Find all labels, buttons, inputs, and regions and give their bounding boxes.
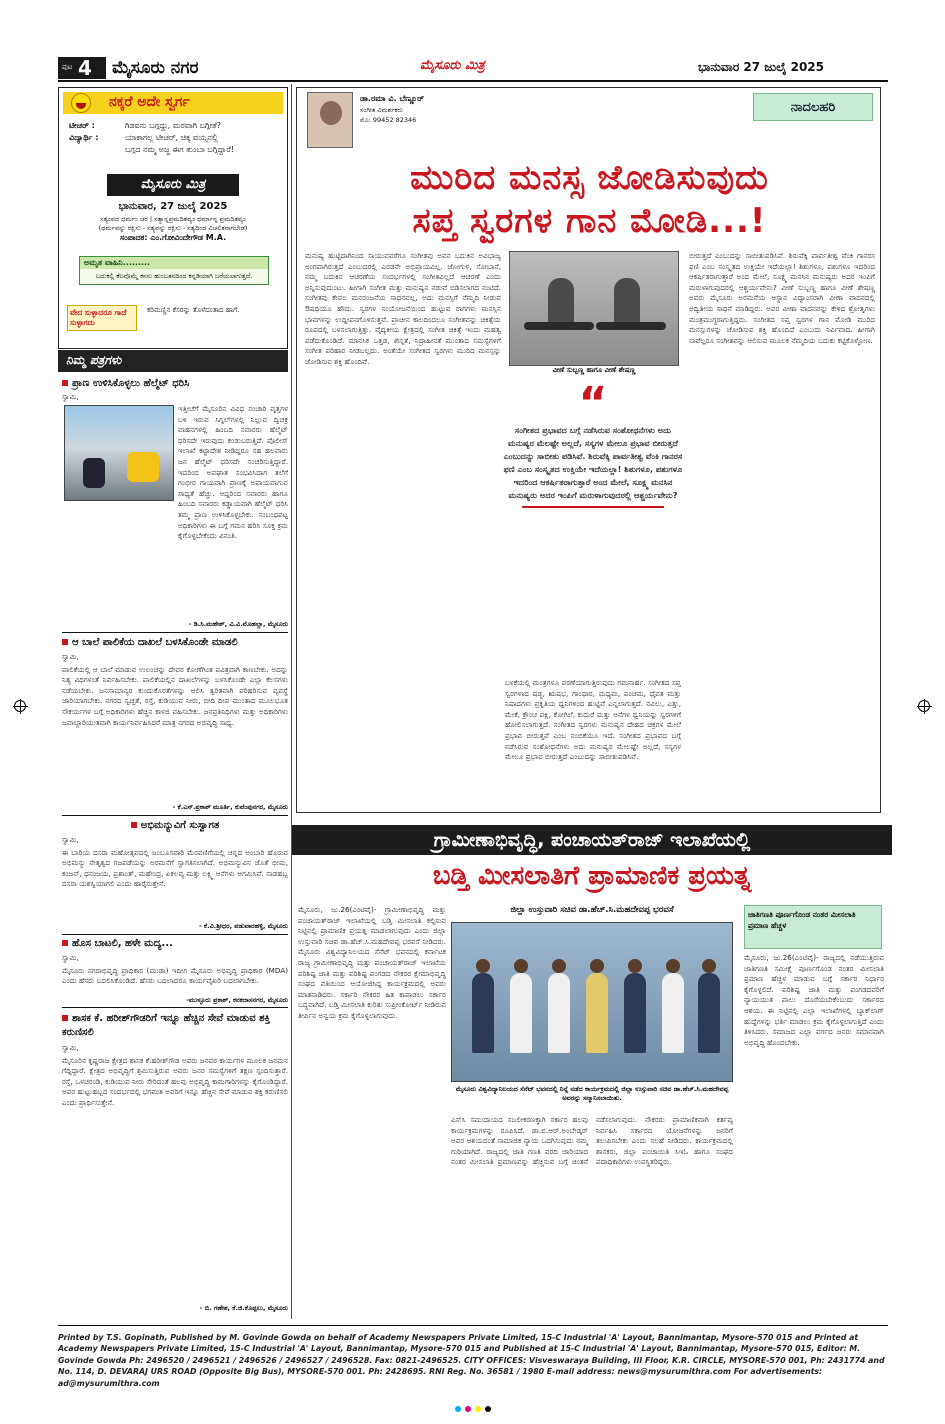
musician-figure xyxy=(548,278,574,326)
joke-line: ಟೀಚರ್ : ಗಿಡವನು ಬಗ್ಗದ್ದು, ಮರವಾಗಿ ಬಗ್ಗೀತೆ? xyxy=(69,121,221,130)
header-date: ಭಾನುವಾರ 27 ಜುಲೈ 2025 xyxy=(698,60,824,74)
article-headline-2: ಸಪ್ತ ಸ್ವರಗಳ ಗಾನ ಮೋಡಿ...! xyxy=(412,201,767,241)
joke-line: ವಿದ್ಯಾರ್ಥಿ : ಯಾಕಾಗಲ್ಲ ಟೀಚರ್, ಚಿಕ್ಕ ವಯ್ಸನಲ್ಲಿ xyxy=(69,133,218,142)
letter-body: ಸ್ವಾಮಿ, ಈ ಬಾರಿಯ ದಸರಾ ಮಹೋತ್ಸವದಲ್ಲಿ ಜಂಬೂಸವಾರಿ ಮೆರವಣಿಗೆಯಲ್ಲಿ ಚಿನ್ನದ ಅಂಬಾರಿ ಹೊರುವ ಅಭಿಮನ್ಯು ನೇತೃತ್ವದ ಗಜಪಡೆಯನ್ನು ಅರಮನೆಗೆ ಸ್ವಾಗತಿಸಲಾಗಿದೆ. ಅಭಿಮನ್ಯುವಿನ ಜೊತೆ ಭೀಮ, ಕಂಜನ್, ಧನಂಜಯ, ಪ್ರಶಾಂತ್, ಮಹೇಂದ್ರ, ಏಕಲವ್ಯ ಮತ್ತು ಲಕ್ಷ್ಮಿ ಆನೆಗಳು ಆಗಮಿಸಿವೆ. ನಾಡಹಬ್ಬ ದಸರಾ ಯಶಸ್ವಿಯಾಗಲಿ ಎಂದು ಹಾರೈಸುತ್ತೇನೆ. xyxy=(62,835,288,889)
joke-line: ಬಗ್ಗದ ನಮ್ಮ ಅಜ್ಜ ಈಗ ತುಂಬಾ ಬಗ್ಗಿದ್ದಾರೆ! xyxy=(125,145,235,154)
article-column-1: ಮನುಷ್ಯ ಹುಟ್ಟಿದಾಗಿನಿಂದ ಸಾಯುವವರೆಗೂ ಸಂಗೀತವು ಅವನ ಬದುಕಿನ ಅವಿಭಾಜ್ಯ ಅಂಗವಾಗಿರುತ್ತದೆ ಎಂಬುದರಲ್ಲಿ ಎರಡನೇ ಅಭಿಪ್ರಾಯವಿಲ್ಲ. ಜೋಗುಳ, ಸೋಬಾನೆ, ನಮ್ಮ ಬದುಕಿನ ಆಚರಣೆಯ ಸಂದರ್ಭಗಳಲ್ಲಿ ಸಂಗೀತವಿಲ್ಲದೆ ಆಚರಣೆ ಎಂದು ಅನ್ನಿಸುವುದುಂಟು. ಹೀಗಾಗಿ ಸಂಗೀತ ಮತ್ತು ಮನುಷ್ಯನ ನಡುವೆ ಬಿಡಿಸಲಾಗದ ನಂಟಿದೆ. ಸಂಗೀತವು ಕೇವಲ ಮನರಂಜನೆಯ ಸಾಧನವಲ್ಲ, ಅದು ಮನಸ್ಸಿಗೆ ನೆಮ್ಮದಿ ನೀಡುವ ಔಷಧಿಯೂ ಹೌದು. ಸ್ವರಗಳ ಸಂಯೋಜನೆಯಿಂದ ಹುಟ್ಟುವ ರಾಗಗಳು ಮನಸ್ಸಿನ ಭಾವಗಳನ್ನು ಉದ್ದೀಪನಗೊಳಿಸುತ್ತವೆ. ಪ್ರಾಚೀನ ಕಾಲದಿಂದಲೂ ಸಂಗೀತವನ್ನು ಚಿಕಿತ್ಸೆಯ ರೂಪದಲ್ಲಿ ಬಳಸಲಾಗುತ್ತಿತ್ತು. ವೈದ್ಯಕೀಯ ಕ್ಷೇತ್ರದಲ್ಲಿ ಸಂಗೀತ ಚಿಕಿತ್ಸೆ ಇಂದು ಮಹತ್ವ ಪಡೆದುಕೊಂಡಿದೆ. ಮಾನಸಿಕ ಒತ್ತಡ, ಖಿನ್ನತೆ, ನಿದ್ರಾಹೀನತೆ ಮುಂತಾದ ಸಮಸ್ಯೆಗಳಿಗೆ ಸಂಗೀತ ಪರಿಹಾರ ನೀಡಬಲ್ಲದು. ಅಂತೆಯೇ ಸಂಗೀತದ ಸ್ವರಗಳು ಮುರಿದ ಮನಸ್ಸನ್ನು ಜೋಡಿಸುವ ಶಕ್ತಿ ಹೊಂದಿವೆ. xyxy=(305,251,501,366)
page-label: ಪುಟ xyxy=(62,63,73,71)
joke-lines xyxy=(69,120,281,156)
smiley-icon xyxy=(71,93,91,113)
registration-mark-icon xyxy=(918,700,930,712)
proverb-text: ಕರಿಮಣ್ಣಿನ ಕೆಸರನ್ನು ತೊಳೆದಂತಾದ ಹಾಗೆ. xyxy=(147,306,240,314)
masthead-logo: ಮೈಸೂರು ಮಿತ್ರ xyxy=(107,174,239,196)
proverb-label: ವೇದ ಸುಳ್ಳಾದರೂ ಗಾದೆ ಸುಳ್ಳಾಗದು xyxy=(67,305,137,331)
amrutha-title: ಅಮೃತ ವಾಹಿನಿ......... xyxy=(80,257,268,269)
article2-photo-headline: ಜಿಲ್ಲಾ ಉಸ್ತುವಾರಿ ಸಚಿವ ಡಾ.ಹೆಚ್.ಸಿ.ಮಹದೇವಪ್ಪ ಭರವಸೆ xyxy=(510,905,674,915)
article2-column-2: ಎಸ್‌ಸಿ ಸಮುದಾಯದ ಸಬಲೀಕರಣಕ್ಕಾಗಿ ಸರ್ಕಾರ ಹಲವು ಕಾರ್ಯಕ್ರಮಗಳನ್ನು ರೂಪಿಸಿದೆ. ಡಾ.ಬಿ.ಆರ್.ಅಂಬೇಡ್ಕರ್ ಅವರ ಆಶಯದಂತೆ ಸಾಮಾಜಿಕ ನ್ಯಾಯ ಒದಗಿಸುವುದು ನಮ್ಮ ಗುರಿಯಾಗಿದೆ. ರಾಜ್ಯದಲ್ಲಿ ಜಾತಿ ಗಣತಿ ವರದಿ ಜಾರಿಯಾದ ನಂತರ ಮೀಸಲಾತಿ ಪ್ರಮಾಣವನ್ನು ಹೆಚ್ಚಿಸುವ ಬಗ್ಗೆ ಚಿಂತನೆ ನಡೆಸಲಾಗುವುದು. ನೌಕರರು ಪ್ರಾಮಾಣಿಕವಾಗಿ ಕರ್ತವ್ಯ ನಿರ್ವಹಿಸಿ ಸರ್ಕಾರದ ಯೋಜನೆಗಳನ್ನು ಜನರಿಗೆ ತಲುಪಿಸಬೇಕು ಎಂದು ಸಲಹೆ ನೀಡಿದರು. ಕಾರ್ಯಕ್ರಮದಲ್ಲಿ ಶಾಸಕರು, ಜಿಲ್ಲಾ ಪಂಚಾಯಿತಿ ಸಿಇಓ ಹಾಗೂ ಸಂಘದ ಪದಾಧಿಕಾರಿಗಳು ಉಪಸ್ಥಿತರಿದ್ದರು. xyxy=(451,1115,733,1167)
footer-rule xyxy=(58,1325,888,1326)
letters-banner xyxy=(58,350,288,372)
page-header xyxy=(0,0,945,80)
article-column-3: ಬೀರುತ್ತದೆ ಎಂಬುದನ್ನು ಸಾಬೀತುಪಡಿಸಿವೆ. ಶಿರುವೆಕ್ಕಿ ಪಾರ್ವತೀಶ್ವ ವೆಂಕಿ ಗಾನರಸ ಫಣಿ ಎಂಬ ಸಂಸ್ಕೃತದ ಉಕ್ತಿಯೇ ಇದೆಯಲ್ಲಾ! ಶಿಶುಗಳೂ, ಪಶುಗಳೂ ಇದರಿಂದ ಆಕರ್ಷಿತರಾಗುತ್ತಾರೆ ಅಂದ ಮೇಲೆ, ಸೂಕ್ಷ್ಮ ಮನಸಿನ ಮನುಷ್ಯರು ಅದರ ಇಂಪಿಗೆ ಮರುಳಾಗುವುದರಲ್ಲಿ ಆಶ್ಚರ್ಯವೇನು? ವೀಣೆ ಸುಬ್ಬಣ್ಣ ಹಾಗೂ ವೀಣೆ ಶೇಷಣ್ಣ ಅವರು ಮೈಸೂರು ಅರಮನೆಯ ಆಸ್ಥಾನ ವಿದ್ವಾಂಸರಾಗಿ ವೀಣಾ ವಾದನದಲ್ಲಿ ಅದ್ವಿತೀಯ ಸಾಧನೆ ಮಾಡಿದ್ದರು. ಅವರ ವೀಣಾ ವಾದನವನ್ನು ಕೇಳಿದ ಶ್ರೋತೃಗಳು ಮಂತ್ರಮುಗ್ಧರಾಗುತ್ತಿದ್ದರು. ಸಂಗೀತದ ಸಪ್ತ ಸ್ವರಗಳ ಗಾನ ಮೋಡಿ ಮುರಿದ ಮನಸ್ಸುಗಳನ್ನು ಜೋಡಿಸುವ ಶಕ್ತಿ ಹೊಂದಿದೆ ಎಂಬುದು ನಿರ್ವಿವಾದ. ಹೀಗಾಗಿ ನಾವೆಲ್ಲರೂ ಸಂಗೀತವನ್ನು ಆಲಿಸುವ ಮೂಲಕ ನೆಮ್ಮದಿಯ ಬದುಕು ಕಟ್ಟಿಕೊಳ್ಳೋಣ. xyxy=(689,251,875,345)
letter-headline: ಶಾಸಕ ಕೆ. ಹರೀಶ್‌ಗೌಡರಿಗೆ ಇನ್ನೂ ಹೆಚ್ಚಿನ ಸೇವೆ ಮಾಡುವ ಶಕ್ತಿ ಕರುಣಿಸಲಿ xyxy=(62,1013,271,1038)
letter-body: ಸ್ವಾಮಿ, ಮೈಸೂರು ನಗರಾಭಿವೃದ್ಧಿ ಪ್ರಾಧಿಕಾರ (ಮುಡಾ) ಇದೀಗ ಮೈಸೂರು ಅಭಿವೃದ್ಧಿ ಪ್ರಾಧಿಕಾರ (MDA) ಎಂದು ಹೆಸರು ಬದಲಿಸಿಕೊಂಡಿದೆ. ಹೆಸರು ಬದಲಾದರೂ ಕಾರ್ಯವೈಖರಿ ಬದಲಾಗಬೇಕು. xyxy=(62,953,288,986)
quote-rule xyxy=(522,506,664,508)
imprint-footer: Printed by T.S. Gopinath, Published by M. Govinde Gowda on behalf of Academy Newspapers Private Limited, 15-C Industrial 'A' Layout, Bannimantap, Mysore-570 015 and Printed at Academy Newspapers Private Limited, 15-C Industrial 'A' Layout, Bannimantap, Mysore-570 015 and Published at 15-C Industrial 'A' Layout, Bannimantap, Mysore-570 015, Editor: M. Govinde Gowda Ph: 2496520 / 2496521 / 2496526 / 2496527 / 2496528. Fax: 0821-2496525. CITY OFFICES: Visveswaraya Building, III Floor, K.R. CIRCLE, MYSORE-570 001, Ph: 2431774 and No. 114, D. DEVARAJ URS ROAD (Opposite Big Bus), MYSORE-570 001. Ph: 2428695. RNI Reg. No. 36581 / 1980 E-mail address: news@mysurumithra.com For advertisements: ad@mysurumithra.com xyxy=(58,1333,885,1388)
masthead-small: ಮೈಸೂರು ಮಿತ್ರ xyxy=(420,58,485,73)
author-photo xyxy=(307,92,353,148)
letter-headline: ಪ್ರಾಣ ಉಳಿಸಿಕೊಳ್ಳಲು ಹೆಲ್ಮೆಟ್ ಧರಿಸಿ xyxy=(62,378,288,389)
letter-body: ಸ್ವಾಮಿ, ಪಾಲಿಕೆಯಲ್ಲಿ ಆ ಬಾಲೆ ಮಾಡುವ ಉಲಂಚನ್ನು ದೇವರ ಕೋಣೆಗಿಂತ ಪವಿತ್ರವಾಗಿ ಕಾಣಬೇಕು. ಅದನ್ನು ನಿತ್ಯ ವಿಧಿಗಳಂತೆ ನಿರ್ವಹಿಸಬೇಕು. ಪಾಲಿಕೆಯಲ್ಲಿನ ದಾಖಲೆಗಳನ್ನು ಬಳಸಿಕೊಂಡೇ ಎಲ್ಲಾ ಕೆಲಸಗಳು ನಡೆಯಬೇಕು. ಜನಸಾಮಾನ್ಯರ ಕುಂದುಕೊರತೆಗಳನ್ನು ಆಲಿಸಿ ತ್ವರಿತವಾಗಿ ಪರಿಹರಿಸುವ ವ್ಯವಸ್ಥೆ ಜಾರಿಯಾಗಬೇಕು. ನಗರದ ಸ್ವಚ್ಛತೆ, ರಸ್ತೆ, ಕುಡಿಯುವ ನೀರು, ಬೀದಿ ದೀಪ ಮುಂತಾದ ಮೂಲಭೂತ ಸೌಕರ್ಯಗಳ ಬಗ್ಗೆ ಅಧಿಕಾರಿಗಳು ಹೆಚ್ಚಿನ ಕಾಳಜಿ ವಹಿಸಬೇಕು. ಜನಪ್ರತಿನಿಧಿಗಳು ಮತ್ತು ಅಧಿಕಾರಿಗಳು ಜವಾಬ್ದಾರಿಯುತವಾಗಿ ಕಾರ್ಯನಿರ್ವಹಿಸಿದರೆ ಮಾತ್ರ ನಗರದ ಅಭಿವೃದ್ಧಿ ಸಾಧ್ಯ. xyxy=(62,652,288,727)
masthead-date: ಭಾನುವಾರ, 27 ಜುಲೈ 2025 xyxy=(118,201,228,212)
proverb-box xyxy=(67,301,281,339)
musician-figure xyxy=(614,278,640,326)
letter-headline: ಅಭಿಮನ್ಯುವಿಗೆ ಸುಸ್ವಾಗತ xyxy=(62,820,288,831)
letter-body: ಇತ್ತೀಚೆಗೆ ಮೈಸೂರಿನ ವಿವಿಧ ಸಂಚಾರಿ ವೃತ್ತಗಳ ಬಳಿ ಇರುವ ಸಿಗ್ನಲ್‌ಗಳಲ್ಲಿ ನಿಲ್ಲುವ ದ್ವಿಚಕ್ರ ವಾಹನಗಳಲ್ಲಿ ಹಿಂಬದಿ ಸವಾರರು ಹೆಲ್ಮೆಟ್ ಧರಿಸದೇ ಇರುವುದು ಕಂಡುಬರುತ್ತಿದೆ. ಪೊಲೀಸ್ ಇಲಾಖೆ ಕಟ್ಟಾದೇಶ ನೀಡಿದ್ದರೂ ಸಹ ಹಲವಾರು ಜನ ಹೆಲ್ಮೆಟ್ ಧರಿಸದೇ ಸಂಚರಿಸುತ್ತಿದ್ದಾರೆ. ಇದರಿಂದ ಅಪಘಾತ ಸಂಭವಿಸಿದಾಗ ತಲೆಗೆ ಗಂಭೀರ ಗಾಯವಾಗಿ ಪ್ರಾಣಕ್ಕೆ ಅಪಾಯವಾಗುವ ಸಾಧ್ಯತೆ ಹೆಚ್ಚು. ಆದ್ದರಿಂದ ಸವಾರರು ಹಾಗೂ ಹಿಂಬದಿ ಸವಾರರು ಕಡ್ಡಾಯವಾಗಿ ಹೆಲ್ಮೆಟ್ ಧರಿಸಿ ತಮ್ಮ ಪ್ರಾಣ ಉಳಿಸಿಕೊಳ್ಳಬೇಕು. ಸಂಬಂಧಪಟ್ಟ ಅಧಿಕಾರಿಗಳು ಈ ಬಗ್ಗೆ ಗಮನ ಹರಿಸಿ ಸೂಕ್ತ ಕ್ರಮ ಕೈಗೊಳ್ಳಬೇಕೆಂದು ವಿನಂತಿ. xyxy=(178,404,288,541)
letter-headline: ಹೊಸ ಬಾಟಲಿ, ಹಳೇ ಮದ್ಯ... xyxy=(62,938,288,949)
pull-quote xyxy=(502,378,684,674)
registration-mark-icon xyxy=(14,700,26,712)
page-number-badge xyxy=(58,57,106,79)
author-name: ಡಾ.ರಮಾ ವಿ. ಬೆಣ್ಣೂರ್ xyxy=(360,94,424,103)
nakkare-banner xyxy=(63,92,283,114)
veena-shape xyxy=(524,322,594,330)
article2-headline-2: ಬಡ್ತಿ ಮೀಸಲಾತಿಗೆ ಪ್ರಾಮಾಣಿಕ ಪ್ರಯತ್ನ xyxy=(432,861,752,891)
divider xyxy=(62,815,288,816)
nakkare-box xyxy=(58,87,288,349)
veena-shape xyxy=(596,322,666,330)
quote-mark-icon: “ xyxy=(578,378,608,429)
header-rule xyxy=(58,80,888,82)
divider xyxy=(62,632,288,633)
column-rule xyxy=(291,84,292,1319)
photo-caption: ವೀಣೆ ಸುಬ್ಬಣ್ಣ ಹಾಗೂ ವೀಣೆ ಶೇಷಣ್ಣ xyxy=(552,366,636,374)
editor-line: ಸಂಪಾದಕ: ಎಂ.ಗೋವಿಂದೇಗೌಡ M.A. xyxy=(119,233,227,242)
color-mark-icon xyxy=(465,1406,471,1412)
amrutha-text: ಬದುಕಲ್ಲಿ ಕೆಲವೊಮ್ಮೆ ಕನಸು ಹುಂಬತನದಿಂದ ಕನ್ನಡಿಯಾಗಿ ಬರೆಯಲಾಗುತ್ತದೆ. xyxy=(95,272,253,280)
author-role: ಸಂಗೀತ ವಿಮರ್ಶಕರು xyxy=(360,106,404,114)
divider xyxy=(62,1007,288,1008)
author-box xyxy=(305,90,575,150)
amrutha-vahini-box xyxy=(79,256,269,285)
article-photo xyxy=(509,251,679,366)
column-tag: ನಾದಲಹರಿ xyxy=(753,93,873,121)
article2-photo-caption: ಮೈಸೂರು ವಿಶ್ವವಿದ್ಯಾನಿಲಯದ ಸೆನೆಟ್ ಭವನದಲ್ಲಿ ನಿನ್ನೆ ನಡೆದ ಕಾರ್ಯಕ್ರಮದಲ್ಲಿ ಜಿಲ್ಲಾ ಉಸ್ತುವಾರಿ ಸಚಿವ ಡಾ.ಹೆಚ್.ಸಿ.ಮಹದೇವಪ್ಪ ಅವರನ್ನು ಸನ್ಮಾನಿಸಲಾಯಿತು. xyxy=(455,1085,729,1102)
pull-quote-text: ಸಂಗೀತದ ಪ್ರಭಾವದ ಬಗ್ಗೆ ನಡೆಸಿರುವ ಸಂಶೋಧನೆಗಳು ಅದು ಮನುಷ್ಯರ ಮೆಲಷ್ಟೇ ಅಲ್ಲದೆ, ಸಸ್ಯಗಳ ಮೇಲೂ ಪ್ರಭಾವ ಬೀರುತ್ತದೆ ಎಂಬುದನ್ನು ಸಾಬೀತು ಪಡಿಸಿವೆ. ಶಿರುವೆಕ್ಕಿ ಪಾರ್ವತೀಶ್ವ ವೆಂಕಿ ಗಾನರಸ ಫಣಿ ಎಂಬ ಸಂಸ್ಕೃತದ ಉಕ್ತಿಯೇ ಇದೆಯಲ್ಲಾ! ಶಿಶುಗಳೂ, ಪಶುಗಳೂ ಇದರಿಂದ ಆಕರ್ಷಿತರಾಗುತ್ತಾರೆ ಅಂದ ಮೇಲೆ, ಸೂಕ್ಷ್ಮ ಮನಸಿನ ಮನುಷ್ಯರು ಅದರ ಇಂಪಿಗೆ ಮರುಳಾಗುವುದರಲ್ಲಿ ಆಶ್ಚರ್ಯವೇನು? xyxy=(503,425,683,500)
letter-sign: - ಕೆ.ಎಸ್.ಪ್ರಕಾಶ್ ಮೂರ್ತಿ, ಕುವೆಂಪುನಗರ, ಮೈಸೂರು xyxy=(172,803,288,811)
page-number: 4 xyxy=(78,56,92,80)
letter-sign: -ಮುಳ್ಳೂರು ಪ್ರಕಾಶ್, ಕನಕದಾಸನಗರ, ಮೈಸೂರು xyxy=(186,996,288,1004)
letters-title: ನಿಮ್ಮ ಪತ್ರಗಳು xyxy=(66,353,122,367)
letter-body: ಸ್ವಾಮಿ, ಮೈಸೂರಿನ ಕೃಷ್ಣರಾಜ ಕ್ಷೇತ್ರದ ಶಾಸಕ ಕೆ.ಹರೀಶ್‌ಗೌಡ ಅವರು ಜನಪರ ಕಾರ್ಯಗಳ ಮೂಲಕ ಜನಮನ ಗೆದ್ದಿದ್ದಾರೆ. ಕ್ಷೇತ್ರದ ಅಭಿವೃದ್ಧಿಗೆ ಶ್ರಮಿಸುತ್ತಿರುವ ಅವರು ಜನರ ಸಮಸ್ಯೆಗಳಿಗೆ ತಕ್ಷಣ ಸ್ಪಂದಿಸುತ್ತಾರೆ. ರಸ್ತೆ, ಒಳಚರಂಡಿ, ಕುಡಿಯುವ ನೀರು ಸೇರಿದಂತೆ ಹಲವು ಅಭಿವೃದ್ಧಿ ಕಾಮಗಾರಿಗಳನ್ನು ಕೈಗೊಂಡಿದ್ದಾರೆ. ಅವರ ಹುಟ್ಟುಹಬ್ಬದ ಸಂದರ್ಭದಲ್ಲಿ ಭಗವಂತ ಅವರಿಗೆ ಇನ್ನೂ ಹೆಚ್ಚಿನ ಸೇವೆ ಮಾಡುವ ಶಕ್ತಿ ಕರುಣಿಸಲಿ ಎಂದು ಪ್ರಾರ್ಥಿಸುತ್ತೇನೆ. xyxy=(62,1043,288,1107)
letter-sign: - ಡಿ.ಸಿ.ಮಹೇಶ್, ವಿ.ವಿ.ಮೊಹಲ್ಲಾ, ಮೈಸೂರು xyxy=(188,620,288,628)
letter-salute: ಸ್ವಾಮಿ, xyxy=(62,392,79,401)
letter-sign: - ಕೆ.ವಿ.ಶ್ರೀಧರ, ಪಡುವಾರಹಳ್ಳಿ, ಮೈಸೂರು xyxy=(198,922,288,930)
feature-article xyxy=(296,87,881,813)
article2-photo xyxy=(451,922,733,1082)
section-name: ಮೈಸೂರು ನಗರ xyxy=(112,58,199,78)
article2-column-1: ಮೈಸೂರು, ಜು.26(ಎಂಟಿವೈ)- ಗ್ರಾಮೀಣಾಭಿವೃದ್ಧಿ ಮತ್ತು ಪಂಚಾಯತ್‌ರಾಜ್ ಇಲಾಖೆಯಲ್ಲಿ ಬಡ್ತಿ ಮೀಸಲಾತಿ ಕಲ್ಪಿಸುವ ನಿಟ್ಟಿನಲ್ಲಿ ಪ್ರಾಮಾಣಿಕ ಪ್ರಯತ್ನ ಮಾಡಲಾಗುವುದು ಎಂದು ಜಿಲ್ಲಾ ಉಸ್ತುವಾರಿ ಸಚಿವ ಡಾ.ಹೆಚ್.ಸಿ.ಮಹದೇವಪ್ಪ ಭರವಸೆ ನೀಡಿದರು. ಮೈಸೂರು ವಿಶ್ವವಿದ್ಯಾನಿಲಯದ ಸೆನೆಟ್ ಭವನದಲ್ಲಿ ಕರ್ನಾಟಕ ರಾಜ್ಯ ಗ್ರಾಮೀಣಾಭಿವೃದ್ಧಿ ಮತ್ತು ಪಂಚಾಯತ್‌ರಾಜ್ ಇಲಾಖೆಯ ಪರಿಶಿಷ್ಟ ಜಾತಿ ಮತ್ತು ಪರಿಶಿಷ್ಟ ಪಂಗಡದ ನೌಕರರ ಕ್ಷೇಮಾಭಿವೃದ್ಧಿ ಸಂಘದ ವತಿಯಿಂದ ಆಯೋಜಿಸಿದ್ದ ಕಾರ್ಯಕ್ರಮದಲ್ಲಿ ಅವರು ಮಾತನಾಡಿದರು. ಸರ್ಕಾರಿ ನೌಕರರ ಹಿತ ಕಾಪಾಡಲು ಸರ್ಕಾರ ಬದ್ಧವಾಗಿದೆ. ಬಡ್ತಿ ಮೀಸಲಾತಿ ಕುರಿತು ಸುಪ್ರೀಂಕೋರ್ಟ್ ನೀಡಿರುವ ತೀರ್ಪಿನ ಅನ್ವಯ ಕ್ರಮ ಕೈಗೊಳ್ಳಲಾಗುವುದು. xyxy=(298,905,446,1020)
letter-sign: - ಬಿ. ಗಣೇಶ, ಕೆ.ಜಿ.ಕೊಪ್ಪಲು, ಮೈಸೂರು xyxy=(199,1304,288,1312)
color-mark-icon xyxy=(485,1406,491,1412)
color-mark-icon xyxy=(475,1406,481,1412)
article2-side-headline: ಜಾತಿಗಣತಿ ಪೂರ್ಣಗೊಂಡ ನಂತರ ಮೀಸಲಾತಿ ಪ್ರಮಾಣ ಹೆಚ್ಚಳ xyxy=(744,905,882,949)
article2-headline-1: ಗ್ರಾಮೀಣಾಭಿವೃದ್ಧಿ, ಪಂಚಾಯತ್‌ರಾಜ್ ಇಲಾಖೆಯಲ್ಲಿ xyxy=(292,825,892,855)
article2-column-3: ಮೈಸೂರು, ಜು.26(ಎಂಟಿವೈ)- ರಾಜ್ಯದಲ್ಲಿ ನಡೆಯುತ್ತಿರುವ ಜಾತಿಗಣತಿ ಸಮೀಕ್ಷೆ ಪೂರ್ಣಗೊಂಡ ನಂತರ ಮೀಸಲಾತಿ ಪ್ರಮಾಣ ಹೆಚ್ಚಳ ಮಾಡುವ ಬಗ್ಗೆ ಸರ್ಕಾರ ನಿರ್ಧಾರ ಕೈಗೊಳ್ಳಲಿದೆ. ಪರಿಶಿಷ್ಟ ಜಾತಿ ಮತ್ತು ಪಂಗಡದವರಿಗೆ ನ್ಯಾಯಯುತ ಪಾಲು ದೊರೆಯಬೇಕೆಂಬುದು ಸರ್ಕಾರದ ಆಶಯ. ಈ ನಿಟ್ಟಿನಲ್ಲಿ ಎಲ್ಲಾ ಇಲಾಖೆಗಳಲ್ಲಿ ಬ್ಯಾಕ್‌ಲಾಗ್ ಹುದ್ದೆಗಳನ್ನು ಭರ್ತಿ ಮಾಡಲು ಕ್ರಮ ಕೈಗೊಳ್ಳಲಾಗುತ್ತಿದೆ ಎಂದು ತಿಳಿಸಿದರು. ಸಮಾಜದ ಎಲ್ಲಾ ವರ್ಗದ ಜನರು ಸಮಾನವಾಗಿ ಅಭಿವೃದ್ಧಿ ಹೊಂದಬೇಕು. xyxy=(744,953,884,1047)
letter-headline: ಆ ಬಾಲೆ ಪಾಲಿಕೆಯ ದಾಖಲೆ ಬಳಸಿಕೊಂಡೇ ಮಾಡಲಿ xyxy=(62,637,288,648)
color-mark-icon xyxy=(455,1406,461,1412)
masthead-info: ಸತ್ಯಂವದ ಧರ್ಮಂ ಚರ | ಸತ್ಯಾನ್ನಪ್ರಮದಿತವ್ಯಂ ಧರ್ಮಾನ್ನ ಪ್ರಮದಿತವ್ಯಂ (ಧರ್ಮವನ್ನು ರಕ್ಷಿಸು - ಸತ್ಯವನ್ನು ರಕ್ಷಿಸು - ಸತ್ಯದಿಂದ ವಿಚಲಿತನಾಗಬೇಡ) ಸಂಪಾದಕ: ಎಂ.ಗೋವಿಂದೇಗೌಡ M.A. xyxy=(65,215,281,242)
article-headline-1: ಮುರಿದ ಮನಸ್ಸ ಜೋಡಿಸುವುದು xyxy=(410,158,769,198)
author-phone: ಮೊ: 99452 82346 xyxy=(360,116,417,124)
nakkare-title: ನಕ್ಕರೆ ಅದೇ ಸ್ವರ್ಗ xyxy=(109,94,190,110)
article-column-2: ಬಳಕೆಯಲ್ಲಿ ಮಂತ್ರಗಳೂ ಪಠಣೆಯಾಗುತ್ತಿರುವುದು ಗಮನಾರ್ಹ. ಸಂಗೀತದ ಸಪ್ತ ಸ್ವರಗಳಾದ ಷಡ್ಜ, ಋಷಭ, ಗಾಂಧಾರ, ಮಧ್ಯಮ, ಪಂಚಮ, ಧೈವತ ಮತ್ತು ನಿಷಾದಗಳು ಪ್ರಕೃತಿಯ ಧ್ವನಿಗಳಿಂದ ಹುಟ್ಟಿವೆ ಎನ್ನಲಾಗುತ್ತದೆ. ನವಿಲು, ಎತ್ತು, ಮೇಕೆ, ಕ್ರೌಂಚ ಪಕ್ಷಿ, ಕೋಗಿಲೆ, ಕುದುರೆ ಮತ್ತು ಆನೆಗಳ ಧ್ವನಿಯನ್ನು ಸ್ವರಗಳಿಗೆ ಹೋಲಿಸಲಾಗುತ್ತದೆ. ಸಂಗೀತದ ಸ್ವರಗಳು ಮನುಷ್ಯನ ದೇಹದ ಚಕ್ರಗಳ ಮೇಲೆ ಪ್ರಭಾವ ಬೀರುತ್ತವೆ ಎಂಬ ನಂಬಿಕೆಯೂ ಇದೆ. ಸಂಗೀತದ ಪ್ರಭಾವದ ಬಗ್ಗೆ ನಡೆಸಿರುವ ಸಂಶೋಧನೆಗಳು ಅದು ಮನುಷ್ಯರ ಮೇಲಷ್ಟೇ ಅಲ್ಲದೆ, ಸಸ್ಯಗಳ ಮೇಲೂ ಪ್ರಭಾವ ಬೀರುತ್ತದೆ ಎಂಬುದನ್ನು ಸಾಬೀತುಪಡಿಸಿವೆ. xyxy=(505,678,681,762)
divider xyxy=(62,934,288,935)
